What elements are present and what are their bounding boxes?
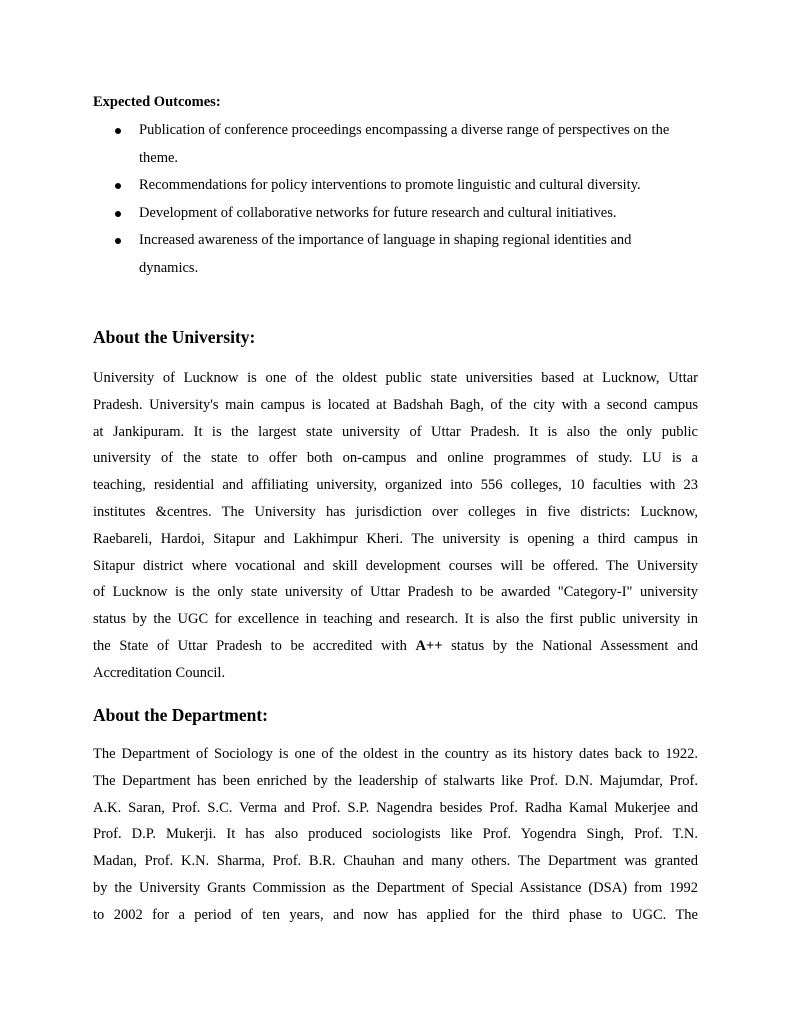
paragraph-line: Sitapur district where vocational and skill development courses will be offered. The University [93, 557, 698, 574]
paragraph-line: Prof. D.P. Mukerji. It has also produced sociologists like Prof. Yogendra Singh, Prof. T.N. [93, 826, 698, 843]
paragraph-line: institutes &centres. The University has jurisdiction over colleges in five districts: Lucknow, [93, 503, 698, 520]
expected-outcomes-list [93, 117, 703, 282]
bullet-icon [115, 211, 121, 217]
bullet-icon [115, 183, 121, 189]
paragraph-line: by the University Grants Commission as the Department of Special Assistance (DSA) from 1992 [93, 879, 698, 896]
paragraph-line: to 2002 for a period of ten years, and now has applied for the third phase to UGC. The [93, 906, 698, 923]
paragraph-line: The Department has been enriched by the leadership of stalwarts like Prof. D.N. Majumdar, Prof. [93, 772, 698, 789]
paragraph-line: of Lucknow is the only state university of Uttar Pradesh to be awarded "Category-I" university [93, 584, 698, 601]
paragraph-line: University of Lucknow is one of the oldest public state universities based at Lucknow, Uttar [93, 370, 698, 386]
paragraph-text: the State of Uttar Pradesh to be accredited with [93, 637, 407, 654]
list-item [93, 117, 684, 172]
paragraph-line: teaching, residential and affiliating university, organized into 556 colleges, 10 faculties with 23 [93, 477, 698, 494]
about-department-paragraph [93, 741, 698, 929]
paragraph-line: status by the UGC for excellence in teaching and research. It is also the first public university in [93, 611, 698, 628]
paragraph-line: Accreditation Council. [93, 664, 226, 681]
list-item-text: Recommendations for policy interventions to promote linguistic and cultural diversity. [139, 177, 641, 193]
bullet-icon [115, 128, 121, 134]
list-item-text: Development of collaborative networks for future research and cultural initiatives. [139, 204, 617, 221]
list-item-text: Increased awareness of the importance of language in shaping regional identities and dynamics. [139, 232, 632, 276]
bullet-icon [115, 238, 121, 244]
list-item [93, 172, 684, 200]
paragraph-line: The Department of Sociology is one of the oldest in the country as its history dates back to 1922. [93, 746, 698, 762]
paragraph-line: A.K. Saran, Prof. S.C. Verma and Prof. S.P. Nagendra besides Prof. Radha Kamal Mukerjee and [93, 799, 698, 816]
about-university-paragraph [93, 365, 698, 687]
paragraph-line: at Jankipuram. It is the largest state university of Uttar Pradesh. It is also the only public [93, 423, 698, 440]
paragraph-line: Raebareli, Hardoi, Sitapur and Lakhimpur Kheri. The university is opening a third campus in [93, 530, 698, 547]
accreditation-grade: A++ [415, 637, 443, 654]
paragraph-line: university of the state to offer both on-campus and online programmes of study. LU is a [93, 450, 698, 467]
paragraph-line [93, 633, 698, 660]
list-item [93, 227, 684, 282]
expected-outcomes-heading: Expected Outcomes: [93, 94, 221, 110]
list-item-text: Publication of conference proceedings encompassing a diverse range of perspectives on the theme. [139, 122, 670, 166]
about-department-heading: About the Department: [93, 705, 268, 725]
about-university-heading: About the University: [93, 327, 256, 347]
paragraph-text: status by the National Assessment and [451, 637, 699, 654]
paragraph-line: Madan, Prof. K.N. Sharma, Prof. B.R. Chauhan and many others. The Department was granted [93, 853, 698, 870]
list-item [93, 200, 684, 228]
paragraph-line: Pradesh. University's main campus is located at Badshah Bagh, of the city with a second campus [93, 396, 698, 413]
